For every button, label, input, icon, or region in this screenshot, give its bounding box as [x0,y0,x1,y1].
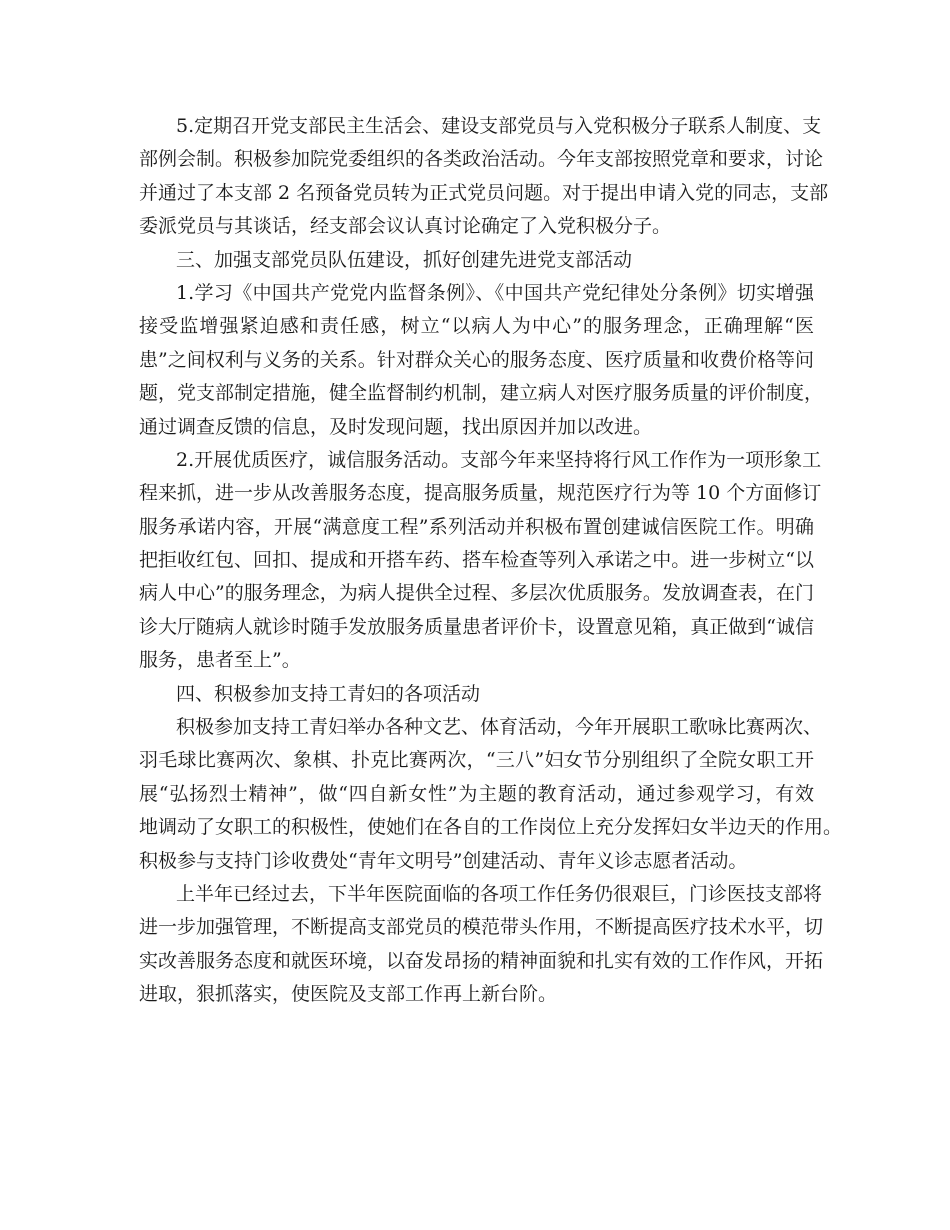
paragraph-line: 积极参加支持工青妇举办各种文艺、体育活动，今年开展职工歌咏比赛两次、 [176,716,823,739]
paragraph-line: 并通过了本支部 2 名预备党员转为正式党员问题。对于提出申请入党的同志，支部 [139,181,829,204]
paragraph-line: 积极参与支持门诊收费处“青年文明号”创建活动、青年义诊志愿者活动。 [139,849,748,872]
paragraph-line: 地调动了女职工的积极性，使她们在各自的工作岗位上充分发挥妇女半边天的作用。 [139,816,843,839]
paragraph-line: 诊大厅随病人就诊时随手发放服务质量患者评价卡，设置意见箱，真正做到“诚信 [139,615,814,638]
section-heading: 三、加强支部党员队伍建设，抓好创建先进党支部活动 [176,248,633,271]
paragraph-line: 病人中心”的服务理念，为病人提供全过程、多层次优质服务。发放调查表，在门 [139,582,814,605]
paragraph-line: 2.开展优质医疗，诚信服务活动。支部今年来坚持将行风工作作为一项形象工 [176,448,822,471]
paragraph-line: 接受监增强紧迫感和责任感，树立“以病人为中心”的服务理念，正确理解“医 [139,315,814,338]
paragraph-line: 进取，狠抓落实，使医院及支部工作再上新台阶。 [139,983,558,1006]
paragraph-line: 部例会制。积极参加院党委组织的各类政治活动。今年支部按照党章和要求，讨论 [139,148,824,171]
paragraph-line: 通过调查反馈的信息，及时发现问题，找出原因并加以改进。 [139,415,653,438]
paragraph-line: 患”之间权利与义务的关系。针对群众关心的服务态度、医疗质量和收费价格等问 [139,348,814,371]
paragraph-line: 上半年已经过去，下半年医院面临的各项工作任务仍很艰巨，门诊医技支部将 [176,882,823,905]
paragraph-line: 5.定期召开党支部民主生活会、建设支部党员与入党积极分子联系人制度、支 [176,115,822,137]
paragraph-line: 程来抓，进一步从改善服务态度，提高服务质量，规范医疗行为等 10 个方面修订 [139,482,822,505]
paragraph-line: 展“弘扬烈士精神”，做“四自新女性”为主题的教育活动，通过参观学习，有效 [139,782,814,805]
paragraph-line: 实改善服务态度和就医环境，以奋发昂扬的精神面貌和扎实有效的工作作风，开拓 [139,949,824,972]
paragraph-line: 服务，患者至上”。 [139,649,301,672]
paragraph-line: 题，党支部制定措施，健全监督制约机制，建立病人对医疗服务质量的评价制度， [139,382,824,405]
paragraph-line: 把拒收红包、回扣、提成和开搭车药、搭车检查等列入承诺之中。进一步树立“以 [139,549,814,572]
paragraph-line: 进一步加强管理，不断提高支部党员的模范带头作用，不断提高医疗技术水平，切 [139,916,824,939]
section-heading: 四、积极参加支持工青妇的各项活动 [176,682,481,705]
paragraph-line: 1.学习《中国共产党党内监督条例》、《中国共产党纪律处分条例》切实增强 [176,281,814,304]
paragraph-line: 服务承诺内容，开展“满意度工程”系列活动并积极布置创建诚信医院工作。明确 [139,515,814,538]
document-body [139,110,843,1012]
paragraph-line: 羽毛球比赛两次、象棋、扑克比赛两次，“三八”妇女节分别组织了全院女职工开 [139,749,814,772]
paragraph-line: 委派党员与其谈话，经支部会议认真讨论确定了入党积极分子。 [139,215,672,238]
